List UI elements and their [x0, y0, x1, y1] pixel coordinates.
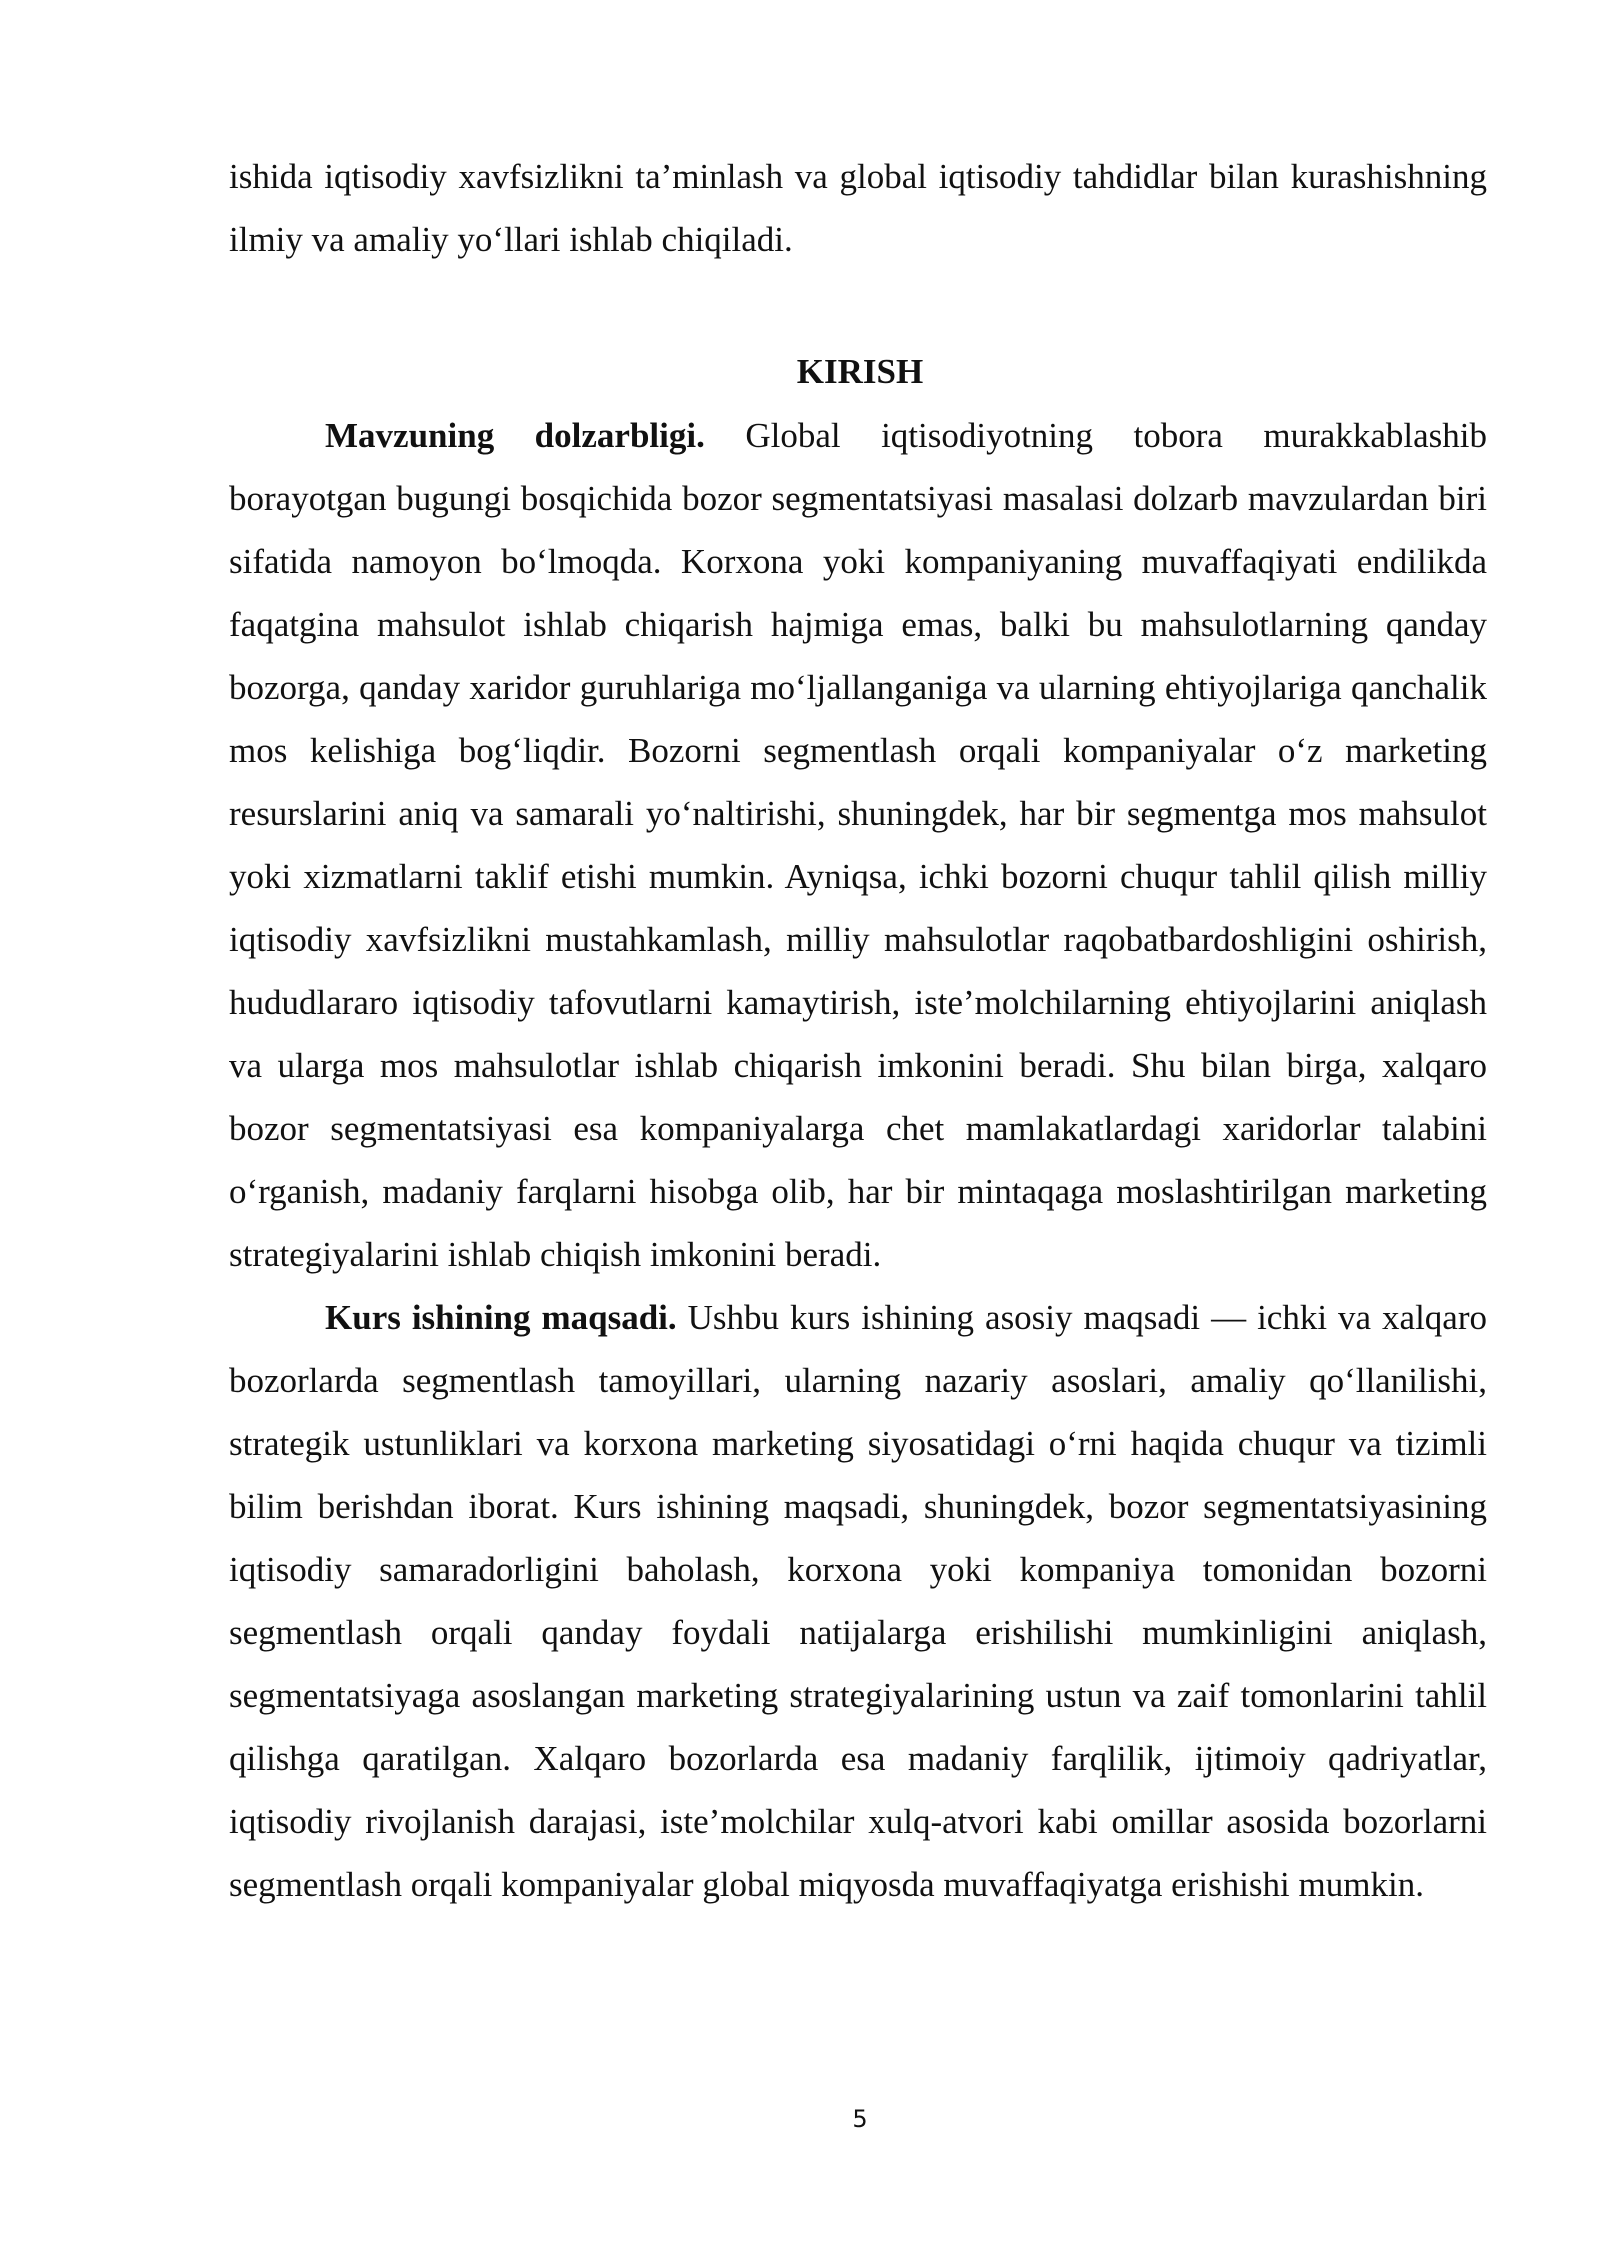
section-heading: KIRISH — [796, 352, 924, 391]
paragraph-relevance — [229, 404, 1487, 1286]
page-number: 5 — [852, 2105, 868, 2133]
paragraph-lead: Mavzuning dolzarbligi. — [325, 416, 705, 455]
paragraph-lead: Kurs ishining maqsadi. — [325, 1298, 677, 1337]
continuation-paragraph: ishida iqtisodiy xavfsizlikni ta’minlash va global iqtisodiy tahdidlar bilan kurashishning ilmiy va amaliy yo‘llari ishlab chiqiladi. — [229, 157, 1487, 259]
paragraph-text: Ushbu kurs ishining asosiy maqsadi — ichki va xalqaro bozorlarda segmentlash tamoyillari, ularning nazariy asoslari, amaliy qo‘llanilishi, strategik ustunliklari va korxona marketing siyosatidagi o‘rni haqida chuqur va tizimli bilim berishdan iborat. Kurs ishining maqsadi, shuningdek, bozor segmentatsiyasining iqtisodiy samaradorligini baholash, korxona yoki kompaniya tomonidan bozorni segmentlash orqali qanday foydali natijalarga erishilishi mumkinligini aniqlash, segmentatsiyaga asoslangan marketing strategiyalarining ustun va zaif tomonlarini tahlil qilishga qaratilgan. Xalqaro bozorlarda esa madaniy farqlilik, ijtimoiy qadriyatlar, iqtisodiy rivojlanish darajasi, iste’molchilar xulq-atvori kabi omillar asosida bozorlarni segmentlash orqali kompaniyalar global miqyosda muvaffaqiyatga erishishi mumkin. — [229, 1298, 1487, 1904]
continuation-paragraph-block — [229, 145, 1487, 271]
paragraph-text: Global iqtisodiyotning tobora murakkablashib borayotgan bugungi bosqichida bozor segmentatsiyasi masalasi dolzarb mavzulardan biri sifatida namoyon bo‘lmoqda. Korxona yoki kompaniyaning muvaffaqiyati endilikda faqatgina mahsulot ishlab chiqarish hajmiga emas, balki bu mahsulotlarning qanday bozorga, qanday xaridor guruhlariga mo‘ljallanganiga va ularning ehtiyojlariga qanchalik mos kelishiga bog‘liqdir. Bozorni segmentlash orqali kompaniyalar o‘z marketing resurslarini aniq va samarali yo‘naltirishi, shuningdek, har bir segmentga mos mahsulot yoki xizmatlarni taklif etishi mumkin. Ayniqsa, ichki bozorni chuqur tahlil qilish milliy iqtisodiy xavfsizlikni mustahkamlash, milliy mahsulotlar raqobatbardoshligini oshirish, hududlararo iqtisodiy tafovutlarni kamaytirish, iste’molchilarning ehtiyojlarini aniqlash va ularga mos mahsulotlar ishlab chiqarish imkonini beradi. Shu bilan birga, xalqaro bozor segmentatsiyasi esa kompaniyalarga chet mamlakatlardagi xaridorlar talabini o‘rganish, madaniy farqlarni hisobga olib, har bir mintaqaga moslashtirilgan marketing strategiyalarini ishlab chiqish imkonini beradi. — [229, 416, 1487, 1274]
body-text — [229, 404, 1487, 1916]
paragraph-goal — [229, 1286, 1487, 1916]
